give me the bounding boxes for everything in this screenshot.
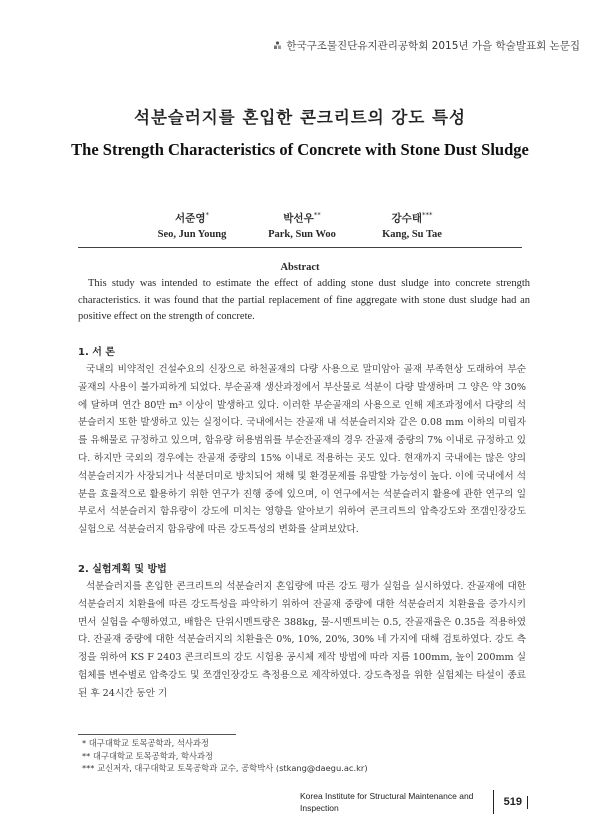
author-1-mark: * <box>205 211 209 219</box>
footnote-divider <box>78 734 236 735</box>
page-number: 519 <box>504 796 528 809</box>
footnote-1: * 대구대학교 토목공학과, 석사과정 <box>82 738 209 748</box>
section-2-heading: 2. 실험계획 및 방법 <box>78 564 167 575</box>
author-3-name-ko: 강수태 <box>391 212 422 225</box>
author-2-name-en: Park, Sun Woo <box>268 228 336 240</box>
section-1-body: 국내의 비약적인 건설수요의 신장으로 하천골재의 다량 사용으로 말미암아 골재 부족현상 도래하여 부순골재의 사용이 불가피하게 되었다. 부순골재 생산과정에서 부산물로 석분이 다량 발생하며 그 양은 약 30%에 달하며 연간 80만 m³ 이상이 발생하고 있다. 이러한 부순골재의 사용으로 인해 제조과정에서 다량의 석분슬러지 또한 발생하고 있는 실정이다. 국내에서는 잔골재 내 석분슬러지와 같은 0.08 mm 이하의 미립자를 유해물로 규정하고 있으며, 함유량 허용범위를 부순잔골재의 경우 잔골재 중량의 7% 이내로 규정하고 있다. 하지만 국외의 경우에는 잔골재 중량의 15% 이내로 적용하는 곳도 있다. 현재까지 국내에는 많은 양의 석분슬러지가 사장되거나 석분더미로 방치되어 채해 및 환경문제를 유발할 가능성이 높다. 이에 국내에서 석분을 효율적으로 활용하기 위한 연구가 진행 중에 있으며, 이 연구에서는 석분슬러지 활용에 관한 연구의 일부로서 석분슬러지 함유량이 강도에 미치는 영향을 알아보기 위하여 콘크리트의 압축강도와 쪼갬인장강도 실험으로 석분슬러지 함유량에 따른 강도특성의 변화를 살펴보았다. <box>78 364 526 536</box>
page-footer <box>300 790 528 814</box>
section-2-body: 석분슬러지를 혼입한 콘크리트의 석분슬러지 혼입량에 따른 강도 평가 실험을 실시하였다. 잔골재에 대한 석분슬러지 치환율에 따른 강도특성을 파악하기 위하여 잔골재 중량에 대한 석분슬러지 치환율을 증가시키면서 실험을 수행하였고, 배합은 단위시멘트량은 388kg, 물-시멘트비는 0.5, 잔골재율은 0.35을 적용하였다. 잔골재 중량에 대한 석분슬러지의 치환율은 0%, 10%, 20%, 30% 네 가지에 대해 검토하였다. 강도 측정을 위하여 KS F 2403 콘크리트의 강도 시험용 공시체 제작 방법에 따라 지름 100mm, 높이 200mm 실험체를 변수별로 압축강도 및 쪼갬인장강도 측정용으로 제작하였다. 강도측정을 위한 실험체는 타설이 종료된 후 24시간 동안 기 <box>78 581 526 699</box>
section-1-heading: 1. 서 론 <box>78 347 116 358</box>
footer-organization: Korea Institute for Structural Maintenance and Inspection <box>300 790 494 814</box>
author-3-name-en: Kang, Su Tae <box>382 228 442 240</box>
author-1-name-en: Seo, Jun Young <box>157 228 227 240</box>
footnotes <box>82 737 368 775</box>
author-3-mark: *** <box>421 211 433 219</box>
abstract-text: This study was intended to estimate the effect of adding stone dust sludge into concrete strength characteristics. it was found that the partial replacement of fine aggregate with stone dust sludge had an positive effect on the strength of concrete. <box>78 278 530 322</box>
author-1-name-ko: 서준영 <box>175 212 206 225</box>
footnote-3: *** 교신저자, 대구대학교 토목공학과 교수, 공학박사 (stkang@daegu.ac.kr) <box>82 763 368 773</box>
author-2-name-ko: 박선우 <box>283 212 314 225</box>
abstract-heading: Abstract <box>280 262 320 273</box>
title-divider <box>78 247 522 248</box>
title-korean: 석분슬러지를 혼입한 콘크리트의 강도 특성 <box>134 108 466 127</box>
title-english: The Strength Characteristics of Concrete with Stone Dust Sludge <box>71 140 529 159</box>
author-3 <box>332 208 492 242</box>
journal-header <box>273 38 580 53</box>
footnote-2: ** 대구대학교 토목공학과, 학사과정 <box>82 750 214 761</box>
logo-icon <box>273 41 282 50</box>
author-2-mark: ** <box>313 211 321 219</box>
header-text: 한국구조물진단유지관리공학회 2015년 가을 학술발표회 논문집 <box>286 40 580 52</box>
